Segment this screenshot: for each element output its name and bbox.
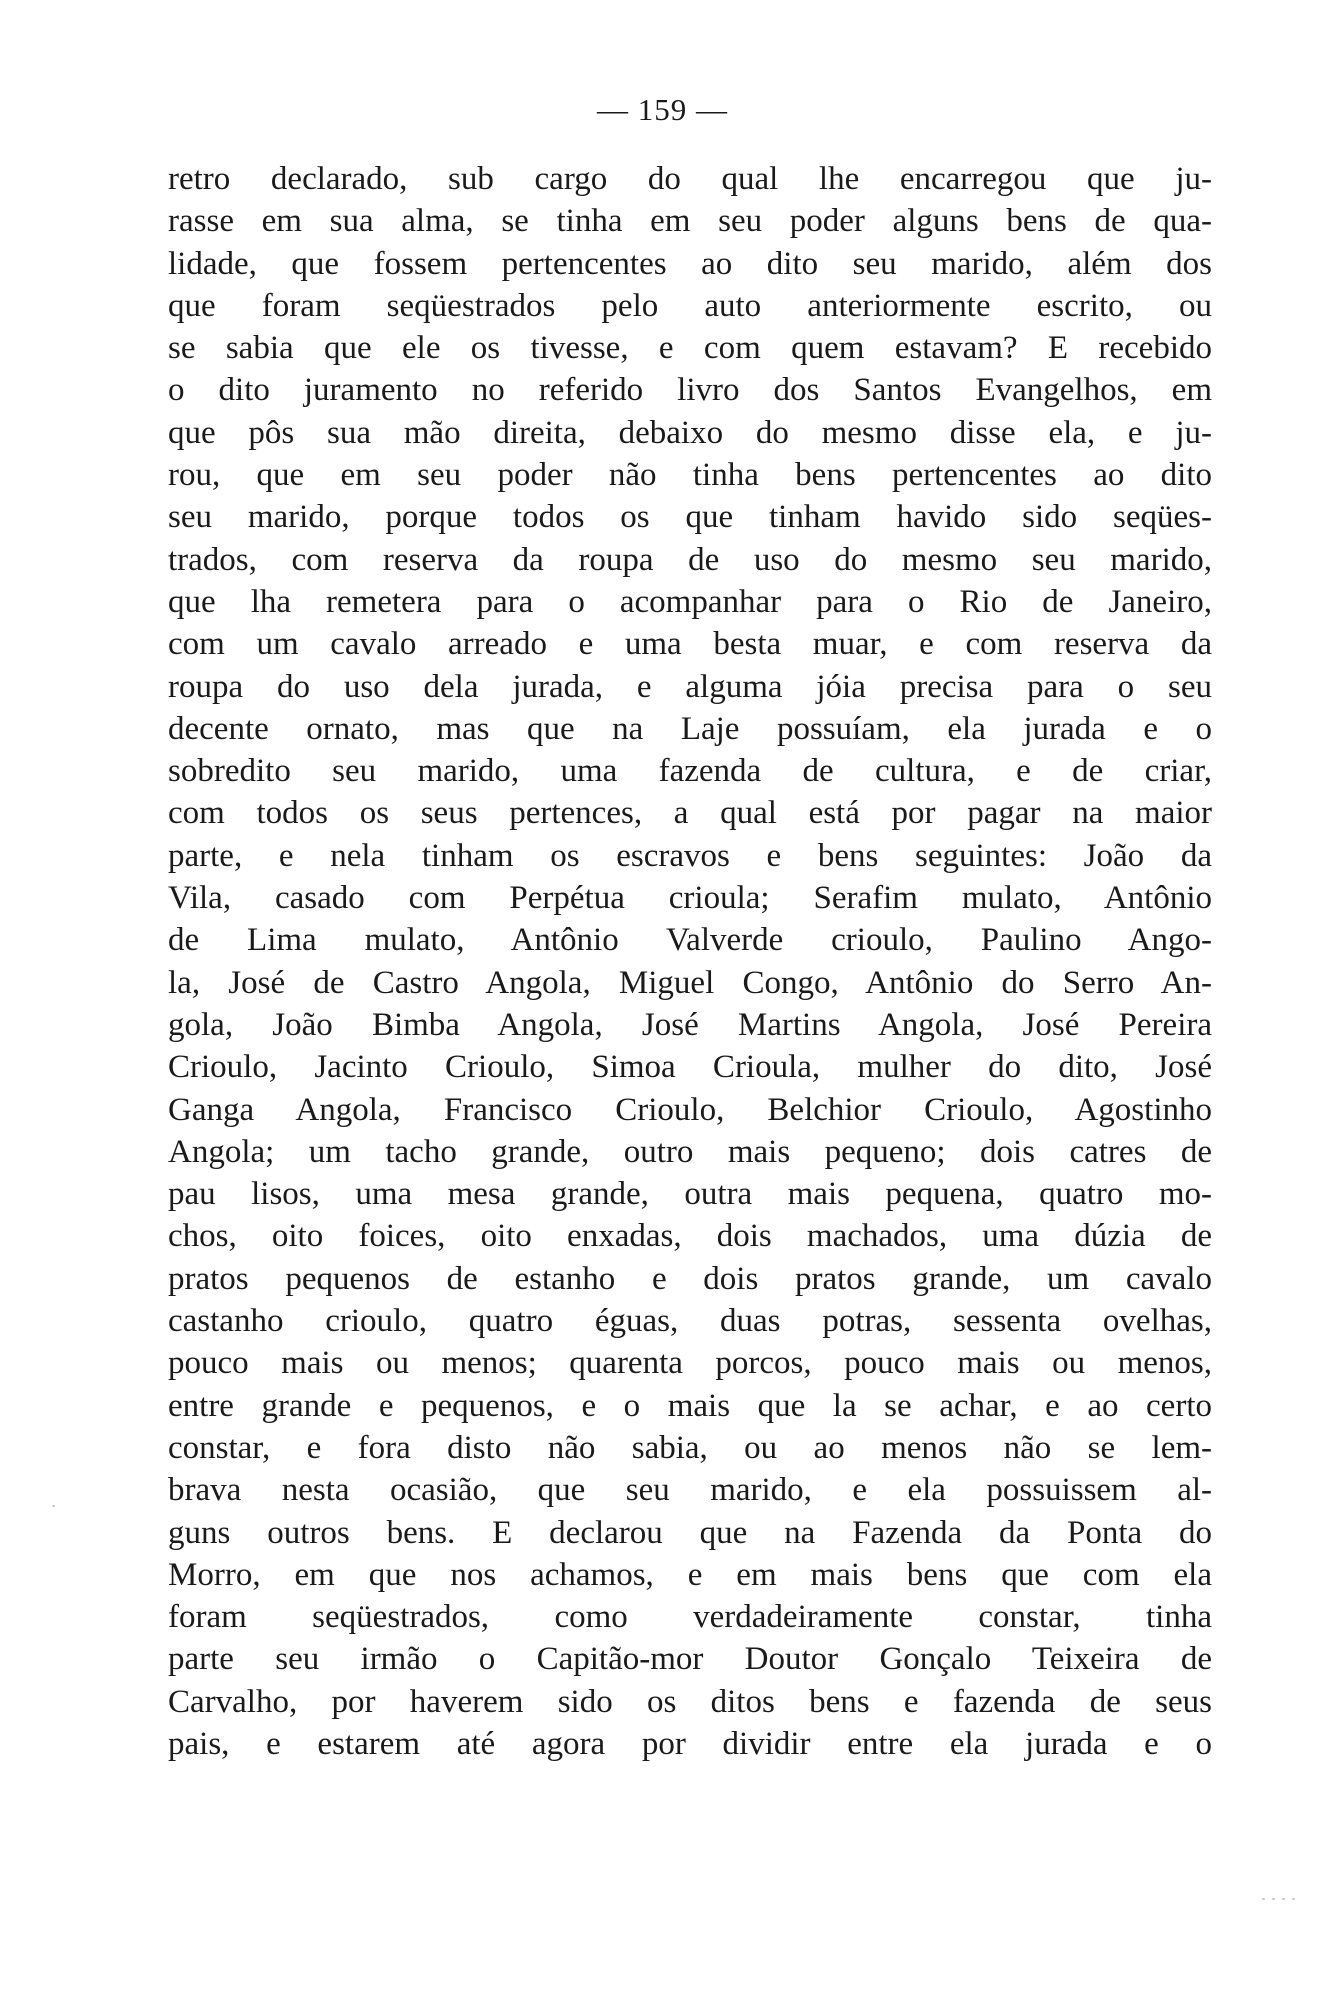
text-line-17: parte, e nela tinham os escravos e bens seguintes: João da xyxy=(168,837,1212,874)
text-line-18: Vila, casado com Perpétua crioula; Serafim mulato, Antônio xyxy=(168,880,1212,917)
text-line-38: pais, e estarem até agora por dividir entre ela jurada e o xyxy=(168,1725,1212,1762)
scan-speck xyxy=(52,1505,55,1507)
text-line-34: Morro, em que nos achamos, e em mais bens que com ela xyxy=(168,1556,1212,1593)
text-line-36: parte seu irmão o Capitão-mor Doutor Gonçalo Teixeira de xyxy=(168,1641,1212,1678)
text-line-31: constar, e fora disto não sabia, ou ao menos não se lem- xyxy=(168,1429,1212,1466)
text-line-6: o dito juramento no referido livro dos Santos Evangelhos, em xyxy=(168,372,1212,409)
text-line-37: Carvalho, por haverem sido os ditos bens e fazenda de seus xyxy=(168,1683,1212,1720)
text-line-26: chos, oito foices, oito enxadas, dois machados, uma dúzia de xyxy=(168,1218,1212,1255)
scan-speck xyxy=(1262,1898,1265,1900)
text-line-2: rasse em sua alma, se tinha em seu poder alguns bens de qua- xyxy=(168,203,1212,240)
text-line-7: que pôs sua mão direita, debaixo do mesmo disse ela, e ju- xyxy=(168,414,1212,451)
text-line-19: de Lima mulato, Antônio Valverde crioulo, Paulino Ango- xyxy=(168,922,1212,959)
text-line-12: com um cavalo arreado e uma besta muar, e com reserva da xyxy=(168,626,1212,663)
body-text xyxy=(168,158,1212,1765)
text-line-22: Crioulo, Jacinto Crioulo, Simoa Crioula, mulher do dito, José xyxy=(168,1049,1212,1086)
scan-speck xyxy=(1292,1898,1295,1900)
text-line-33: guns outros bens. E declarou que na Fazenda da Ponta do xyxy=(168,1514,1212,1551)
text-line-25: pau lisos, uma mesa grande, outra mais pequena, quatro mo- xyxy=(168,1176,1212,1213)
text-line-4: que foram seqüestrados pelo auto anteriormente escrito, ou xyxy=(168,287,1212,324)
text-line-13: roupa do uso dela jurada, e alguma jóia precisa para o seu xyxy=(168,668,1212,705)
text-line-24: Angola; um tacho grande, outro mais pequeno; dois catres de xyxy=(168,1133,1212,1170)
text-line-29: pouco mais ou menos; quarenta porcos, pouco mais ou menos, xyxy=(168,1345,1212,1382)
text-line-27: pratos pequenos de estanho e dois pratos grande, um cavalo xyxy=(168,1260,1212,1297)
text-line-16: com todos os seus pertences, a qual está por pagar na maior xyxy=(168,795,1212,832)
text-line-32: brava nesta ocasião, que seu marido, e ela possuissem al- xyxy=(168,1472,1212,1509)
text-line-35: foram seqüestrados, como verdadeiramente constar, tinha xyxy=(168,1599,1212,1636)
text-line-14: decente ornato, mas que na Laje possuíam, ela jurada e o xyxy=(168,710,1212,747)
text-line-1: retro declarado, sub cargo do qual lhe encarregou que ju- xyxy=(168,161,1212,197)
scan-speck xyxy=(1272,1898,1275,1900)
text-line-30: entre grande e pequenos, e o mais que la se achar, e ao certo xyxy=(168,1387,1212,1424)
text-line-10: trados, com reserva da roupa de uso do mesmo seu marido, xyxy=(168,541,1212,578)
text-line-23: Ganga Angola, Francisco Crioulo, Belchior Crioulo, Agostinho xyxy=(168,1091,1212,1128)
text-line-9: seu marido, porque todos os que tinham havido sido seqües- xyxy=(168,499,1212,536)
page-number: — 159 — xyxy=(597,92,728,127)
scan-speck xyxy=(1282,1898,1285,1900)
text-line-20: la, José de Castro Angola, Miguel Congo, Antônio do Serro An- xyxy=(168,964,1212,1001)
text-line-8: rou, que em seu poder não tinha bens pertencentes ao dito xyxy=(168,457,1212,494)
text-line-5: se sabia que ele os tivesse, e com quem estavam? E recebido xyxy=(168,330,1212,367)
text-line-3: lidade, que fossem pertencentes ao dito seu marido, além dos xyxy=(168,245,1212,282)
text-line-28: castanho crioulo, quatro éguas, duas potras, sessenta ovelhas, xyxy=(168,1303,1212,1340)
text-line-21: gola, João Bimba Angola, José Martins Angola, José Pereira xyxy=(168,1006,1212,1043)
text-line-11: que lha remetera para o acompanhar para o Rio de Janeiro, xyxy=(168,583,1212,620)
text-line-15: sobredito seu marido, uma fazenda de cultura, e de criar, xyxy=(168,753,1212,790)
